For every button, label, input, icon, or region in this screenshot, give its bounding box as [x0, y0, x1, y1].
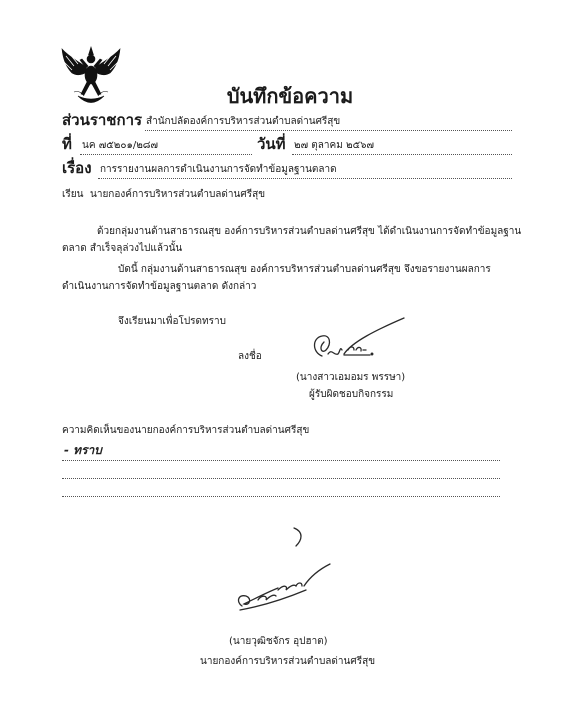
- reference-dotted-line: [80, 154, 252, 155]
- approver-name: (นายวุฒิชจักร อุปฮาต): [229, 636, 328, 647]
- signer-name: (นางสาวเอมอมร พรรษา): [296, 372, 406, 383]
- paragraph2-line2: ดำเนินงานการจัดทำข้อมูลฐานตลาด ดังกล่าว: [62, 281, 257, 292]
- subject-label: เรื่อง: [62, 159, 92, 177]
- department-label: ส่วนราชการ: [62, 111, 143, 129]
- comment-text: - ทราบ: [64, 443, 102, 457]
- garuda-emblem: [60, 46, 122, 110]
- subject-value: การรายงานผลการดำเนินงานการจัดทำข้อมูลฐานตลาด: [100, 164, 337, 175]
- comment-dotted-line: [62, 496, 500, 497]
- signature-image: [306, 316, 411, 368]
- to-label: เรียน: [62, 189, 84, 200]
- memo-title: บันทึกข้อความ: [226, 84, 354, 108]
- date-label: วันที่: [257, 135, 286, 153]
- date-value: ๒๗ ตุลาคม ๒๕๖๗: [294, 140, 375, 151]
- comment-dotted-line: [62, 460, 500, 461]
- department-dotted-line: [145, 130, 512, 131]
- sign-label: ลงชื่อ: [238, 351, 262, 362]
- signature-image: [232, 524, 342, 616]
- reference-value: นค ๗๕๒๐๑/๒๘๗: [82, 140, 159, 151]
- date-dotted-line: [292, 154, 512, 155]
- approver-position: นายกองค์การบริหารส่วนตำบลด่านศรีสุข: [200, 656, 376, 667]
- paragraph2-line1: บัดนี้ กลุ่มงานด้านสาธารณสุข องค์การบริหารส่วนตำบลด่านศรีสุข จึงขอรายงานผลการ: [118, 264, 491, 275]
- signer-position: ผู้รับผิดชอบกิจกรรม: [309, 389, 394, 400]
- to-value: นายกองค์การบริหารส่วนตำบลด่านศรีสุข: [90, 189, 266, 200]
- department-value: สำนักปลัดองค์การบริหารส่วนตำบลด่านศรีสุข: [146, 116, 341, 127]
- reference-label: ที่: [62, 135, 72, 153]
- subject-dotted-line: [98, 178, 512, 179]
- comment-label: ความคิดเห็นของนายกองค์การบริหารส่วนตำบลด่านศรีสุข: [62, 425, 310, 436]
- closing-line: จึงเรียนมาเพื่อโปรดทราบ: [118, 316, 226, 327]
- paragraph1-line2: ตลาด สำเร็จลุล่วงไปแล้วนั้น: [62, 243, 183, 254]
- comment-dotted-line: [62, 478, 500, 479]
- paragraph1-line1: ด้วยกลุ่มงานด้านสาธารณสุข องค์การบริหารส่วนตำบลด่านศรีสุข ได้ดำเนินงานการจัดทำข้อมูลฐาน: [97, 226, 522, 237]
